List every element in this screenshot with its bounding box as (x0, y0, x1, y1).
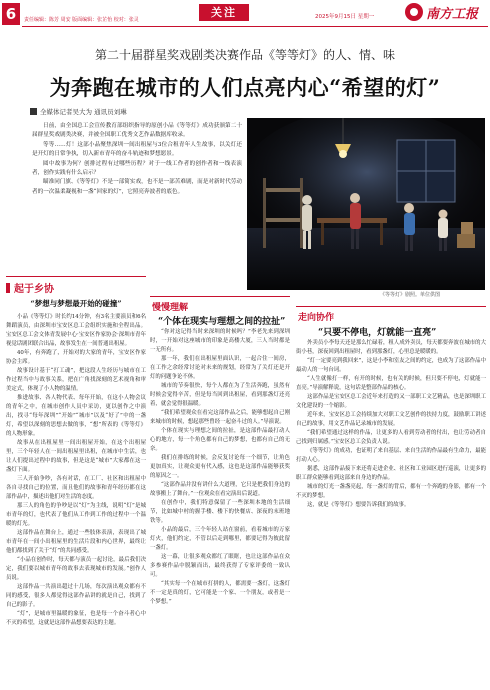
masthead (0, 0, 490, 30)
body-paragraph: 这部作品在舞台上，通过一些肢体表演，表现出了城市青年在一间小出租屋里的生活片段和内心世界，最终让他们都找到了关于“灯”的共同感受。 (6, 530, 146, 554)
body-paragraph: “小品在创作时，每天都与演员一起讨论，最后我们决定，我们要以城市青年的故事去表现城市的发展。”创作人员说。 (6, 557, 146, 581)
body-paragraph: “其实每一个在城市打拼的人，都需要一盏灯，这盏灯不一定是真的灯，它可能是一个家、一个朋友，或者是一个梦想。” (150, 581, 290, 605)
body-paragraph: 我们在排练的时候，会反复讨论每一个细节，让角色更加真实，让观众更有代入感，这也是这部作品能够获奖的原因之一。 (150, 455, 290, 479)
brand (405, 3, 478, 21)
body-paragraph: 小品的最后，三个年轻人站在窗前，看着城市的万家灯火，他们约定，不管以后走到哪里，都要记得为彼此留一盏灯。 (150, 527, 290, 551)
body-paragraph: 那一年，我们在出租屋里面认识，一起合住一间房，在工作之余经常讨论对未来的规划，经常为了关灯还是开灯的问题争论不休。 (150, 356, 290, 380)
body-paragraph: 那三人的角色的争吵是以“灯”为主线，说明“灯”是城市青年的灯，也代表了他们从工作到工作的过程中一个温暖的灯光。 (6, 503, 146, 527)
body-paragraph: 这部作品是宝安区总工会近年来打造的又一部职工文艺精品，也是深圳职工文化建设的一个缩影。 (296, 394, 486, 409)
column-mid-subtitle: “个体在现实与理想之间的拉扯” (158, 317, 286, 327)
body-paragraph: “灯”，是城市里温暖的象征，也是每一个奋斗者心中不灭的希望，这就是这部作品想要表达的主题。 (6, 611, 146, 626)
body-paragraph: 这部作品一共演出超过十几场，每次演出观众都有不同的感受，很多人都觉得这部作品讲的就是自己，找到了自己的影子。 (6, 584, 146, 608)
body-paragraph: 外卖员小李每天还是那么忙碌着，租人成外卖员，每天都要奔波在城市的大街小巷，深夜回到出租屋时，看到那盏灯，心里总是暖暖的。 (296, 340, 486, 355)
column-left (6, 292, 146, 628)
section-label-right: 走向协作 (298, 313, 335, 323)
lead-section (32, 122, 242, 197)
byline-text: 全媒体记者吴大为 通讯员刘琳 (40, 108, 127, 116)
body-paragraph: 个体在现实与理想之间的拉扯，是这部作品最打动人心的地方，每一个角色都有自己的梦想，也都有自己的无奈。 (150, 428, 290, 452)
body-paragraph: 据悉，这部作品接下来还将走进企业、社区和工业园区进行巡演，让更多的职工群众能够看到这部来自身边的作品。 (296, 466, 486, 481)
body-paragraph: 近年来，宝安区总工会持续加大对职工文艺创作的扶持力度，鼓励职工讲述自己的故事，用文艺作品记录城市的发展。 (296, 412, 486, 427)
body-paragraph: 城市的灯光一盏盏亮起，每一盏灯的背后，都有一个奔跑的身影，都有一个不灭的梦想。 (296, 484, 486, 499)
lead-paragraph: 等等……灯！这部小品聚焦深圳一间出租屋与3位合租青年人生故事，以关灯还是开灯的日常争执，切入新市青年的奋斗轨迹和梦想愿景。 (32, 141, 242, 158)
body-paragraph: “人生就像打一样，有开的时候，也有关的时候，但只要不停电，灯就能一直亮。”导演解释说，这句话是整部作品的核心。 (296, 376, 486, 391)
kicker: 第二十届群星奖戏剧类决赛作品《等等灯》的人、情、味 (94, 48, 395, 62)
body-paragraph: “灯一定要亮到我回来”，这是小李和室友之间的约定，也成为了这部作品中最动人的一句台词。 (296, 358, 486, 373)
body-paragraph: 故事设计基于“打工魂”，把这段人生经历与城市在工作过程当中与故事关系，把在广角找深刻的艺术视角和审美定式，体现了小人物的温情。 (6, 368, 146, 392)
section-rule (150, 296, 290, 297)
body-paragraph: 这，就是《等等灯》想要告诉我们的故事。 (307, 502, 410, 508)
section-rule (296, 306, 486, 307)
section-rule (6, 276, 146, 277)
stage-photo-image (247, 118, 485, 290)
headline: 为奔跑在城市的人们点亮内心“希望的灯” (49, 75, 441, 100)
photo-caption: 《等等灯》剧照。单位供图 (380, 292, 441, 298)
body-paragraph: “你对这记得当时来深圳的时候吗？”李老先来到深圳时，一开始对这座城市的印象是高楼大厦，三人当时都是一无所有。 (150, 329, 290, 353)
body-paragraph: “这部作品并没有讲什么大道理，它只是把我们身边的故事搬上了舞台。”一位观众在看完演出后说道。 (150, 482, 290, 497)
body-paragraph: 这一幕，让很多观众都红了眼眶，也让这部作品在众多参赛作品中脱颖而出，最终获得了专家评委的一致认可。 (150, 554, 290, 578)
body-paragraph: 小品《等等灯》时长约14分钟，有3名主要演员和6名舞蹈演员，由深圳市宝安区总工会组织实施和全程出品。宝安区总工会文体青发展中心·宝安区作家协会·深圳市青年视觉话剧团联合出品，故事发生在一间普通出租屋。 (6, 314, 146, 347)
section-label-left-text: 起于乡协 (14, 284, 54, 295)
brand-name: 南方工报 (426, 6, 479, 22)
byline-marker-icon (30, 108, 37, 115)
body-paragraph: 三人开始争吵，各有对话，在工厂、社区和出租屋中各自寻找自己的位置，而且他们的故事和青年经历都在这部作品中，描述出他们对生活的态度。 (6, 476, 146, 500)
column-right (296, 339, 486, 510)
body-paragraph: 推进故事、各人物代表、每年开始，在这小人物会议的青年之中，在城市创作人员中采访，更以创作之中演出，找寻“每年深圳”“开始”“城市”以及“好了”中的一盏灯，希望以深刻的思想去做的事，“想”所表的《等等灯》的人物形象。 (6, 395, 146, 437)
masthead-rule (22, 26, 488, 27)
column-left-subtitle: “梦想与梦想最开始的碰撞” (30, 299, 122, 308)
body-paragraph: 《等等灯》的成功，也证明了来自基层、来自生活的作品最有生命力，最能打动人心。 (296, 448, 486, 463)
body-paragraph: 40年，有奔跑了，开始对的大家的青年，宝安区作家协会主席。 (6, 350, 146, 365)
editor-credits: 责任编辑：陈芳 周安 版面编辑：张芷怡 校对：张灵 (24, 17, 139, 23)
page-number: 6 (2, 3, 20, 25)
column-mid (150, 328, 290, 607)
body-paragraph: “我们希望观众在看完这部作品之后，能够想起自己刚来城市的时候，想起那些曾经一起奋斗过的人。”导演说。 (150, 410, 290, 425)
byline (30, 107, 127, 116)
body-paragraph: “我们希望通过这样的作品，让更多的人看到劳动者的付出，也让劳动者自己找到归属感。”宝安区总工会负责人说。 (296, 430, 486, 445)
lead-paragraph: 日前，由全国总工会宣传教育部组织指导的原创小品《等等灯》成功获颁第二十届群星奖戏剧类决赛，并被全国职工优秀文艺作品数据库收录。 (32, 123, 242, 139)
lead-paragraph: 瞄准同门旗、《等等灯》不是一部简实戏，也不是一部苦难剧，而是对新时代劳动者的一次温柔凝视和一盏“回家的灯”，它照亮奔波者的底色。 (32, 179, 242, 195)
section-tag: 关注 (199, 4, 249, 21)
lead-paragraph: 圆中故事为何？创排过程有过哪些历程？对于一线工作者的创作者和一线表演者，创作实践有什么启示？ (32, 160, 242, 177)
section-label-mid: 慢慢理解 (152, 303, 189, 313)
brand-logo-icon (405, 3, 423, 21)
stage-photo (247, 118, 485, 290)
column-right-subtitle: “只要不停电，灯就能一直亮” (318, 328, 437, 338)
body-paragraph: 城市的节奏很快，每个人都在为了生活奔跑，虽然有时候会觉得辛苦，但是每当回到出租屋，看到那盏灯还亮着，就会觉得很温暖。 (150, 383, 290, 407)
body-paragraph: 在创作中，我们特意保留了一些深圳本地的生活细节，比如城中村的握手楼、楼下的快餐店、深夜的末班地铁等。 (150, 500, 290, 524)
dateline: 2025年9月15日 星期一 (315, 14, 375, 20)
body-paragraph: 故事从在出租屋里一间出租屋开始，在这个出租屋里，三个年轻人在一间出租屋里出租，在城市中生活，也让人们提出过程中的故事，但是这是“城市”大家都在这一盏灯下面。 (6, 440, 146, 473)
